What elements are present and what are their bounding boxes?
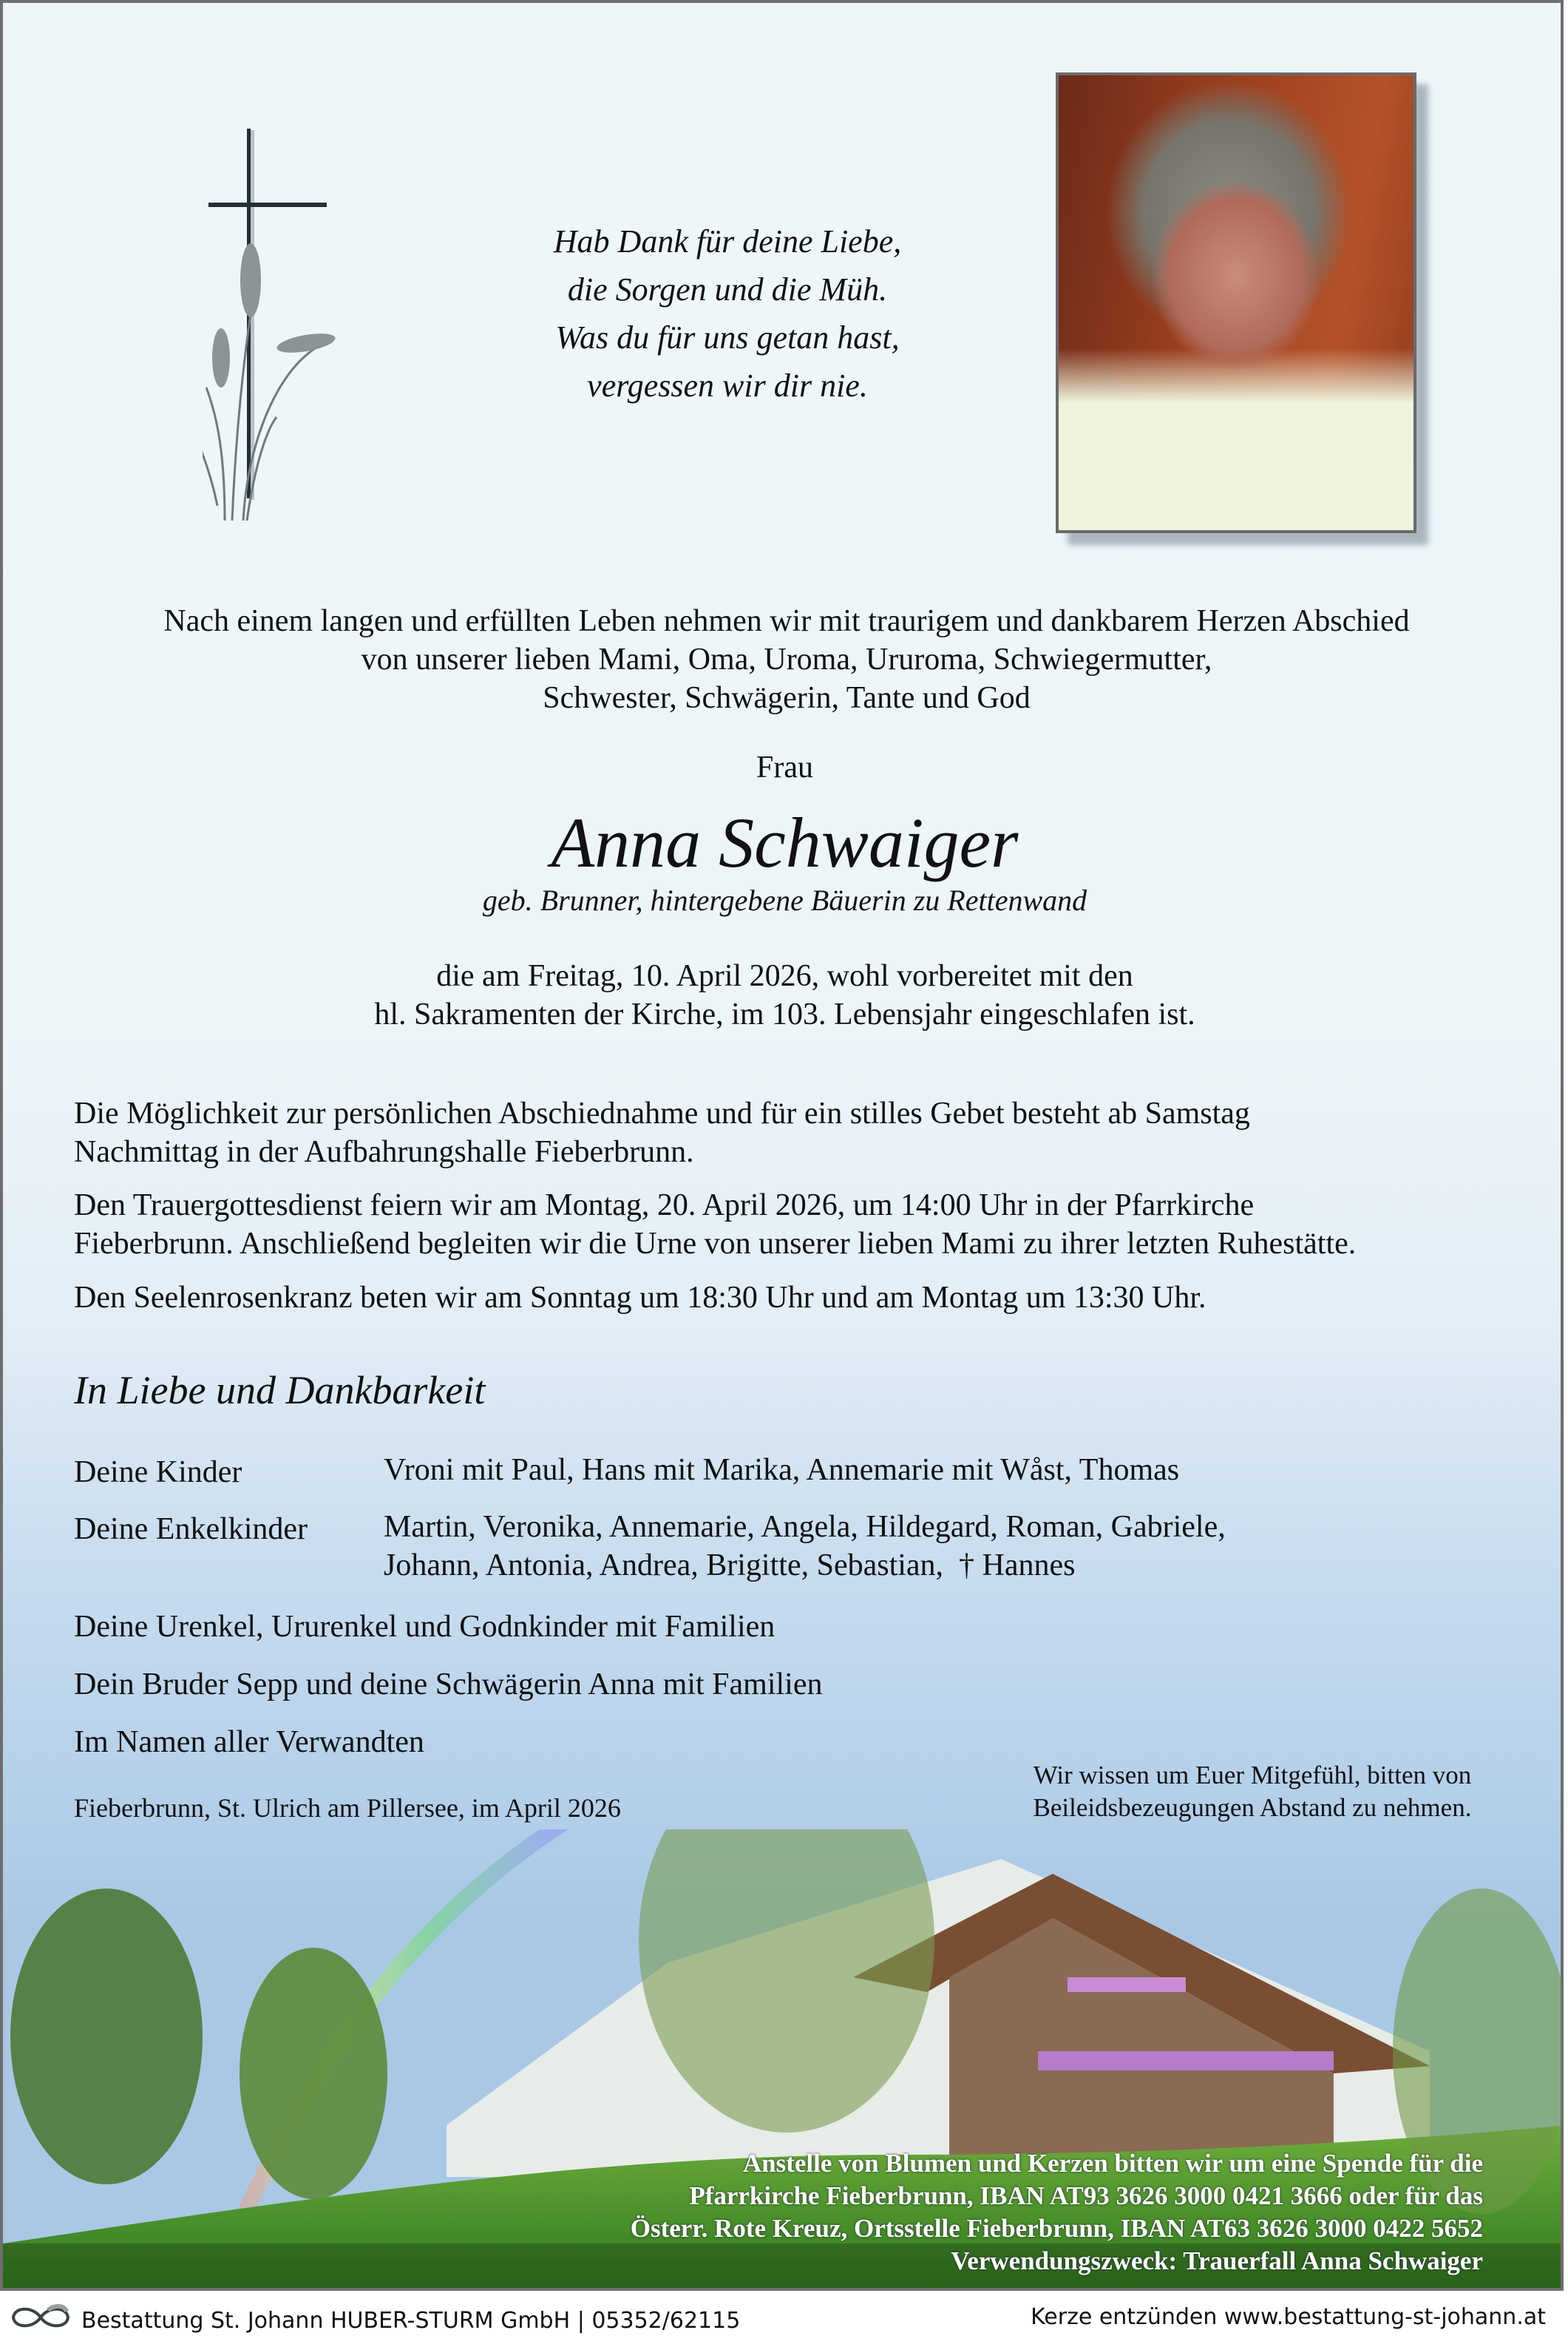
grandchildren-text: Johann, Antonia, Andrea, Brigitte, Sebastian, [384, 1548, 944, 1582]
intro-line: von unserer lieben Mami, Oma, Uroma, Ururoma, Schwiegermutter, [361, 643, 1212, 677]
note-line: Wir wissen um Euer Mitgefühl, bitten von [1033, 1761, 1472, 1789]
candle-link[interactable]: Kerze entzünden www.bestattung-st-johann.at [1031, 2304, 1546, 2330]
farewell-info [74, 1094, 1523, 1171]
intro-text [62, 602, 1511, 717]
intro-line: Nach einem langen und erfüllten Leben nehmen wir mit traurigem und dankbarem Herzen Abschied [163, 604, 1410, 638]
info-line: Die Möglichkeit zur persönlichen Abschiednahme und für ein stilles Gebet besteht ab Samstag [74, 1097, 1250, 1131]
verse-line: die Sorgen und die Müh. [567, 271, 888, 308]
portrait-photo [1056, 72, 1416, 533]
grandchildren-label: Deine Enkelkinder [74, 1512, 308, 1546]
info-line: Den Trauergottesdienst feiern wir am Montag, 20. April 2026, um 14:00 Uhr in der Pfarrkirche [74, 1188, 1255, 1222]
funeral-home-info [7, 2303, 740, 2338]
memorial-verse [476, 217, 979, 410]
no-condolences-note [986, 1759, 1518, 1824]
grandchildren-line [384, 1546, 1226, 1585]
verse-line: Was du für uns getan hast, [555, 319, 900, 356]
place-and-date: Fieberbrunn, St. Ulrich am Pillersee, im April 2026 [74, 1793, 621, 1823]
company-name-phone: Bestattung St. Johann HUBER-STURM GmbH | 05352/62115 [81, 2307, 741, 2334]
donation-line: Anstelle von Blumen und Kerzen bitten wir um eine Spende für die [742, 2149, 1483, 2178]
rosary-info: Den Seelenrosenkranz beten wir am Sonntag um 18:30 Uhr und am Montag um 13:30 Uhr. [74, 1281, 1206, 1315]
service-info [74, 1186, 1523, 1263]
intro-line: Schwester, Schwägerin, Tante und God [543, 681, 1031, 715]
sibling-line: Dein Bruder Sepp und deine Schwägerin Anna mit Familien [74, 1667, 823, 1701]
donation-request [522, 2147, 1483, 2277]
verse-line: Hab Dank für deine Liebe, [553, 223, 902, 260]
cross-with-wheat-icon [203, 121, 380, 535]
info-line: Nachmittag in der Aufbahrungshalle Fieberbrunn. [74, 1135, 694, 1169]
children-names: Vroni mit Paul, Hans mit Marika, Annemarie mit Wåst, Thomas [384, 1453, 1180, 1487]
death-notice [3, 957, 1564, 1034]
footer [0, 2291, 1568, 2347]
donation-line: Verwendungszweck: Trauerfall Anna Schwaiger [951, 2246, 1483, 2275]
dagger-icon: † [959, 1548, 975, 1582]
donation-line: Österr. Rote Kreuz, Ortsstelle Fieberbrunn, IBAN AT63 3626 3000 0422 5652 [630, 2214, 1483, 2243]
great-grandchildren: Deine Urenkel, Ururenkel und Godnkinder mit Familien [74, 1610, 775, 1644]
death-line: die am Freitag, 10. April 2026, wohl vorbereitet mit den [436, 959, 1133, 993]
info-line: Fieberbrunn. Anschließend begleiten wir die Urne von unserer lieben Mami zu ihrer letzten Ruhestätte. [74, 1227, 1357, 1261]
relatives-line: Im Namen aller Verwandten [74, 1725, 424, 1759]
donation-line: Pfarrkirche Fieberbrunn, IBAN AT93 3626 3000 0421 3666 oder für das [689, 2181, 1483, 2210]
deceased-grandchild: Hannes [982, 1548, 1076, 1582]
deceased-name: Anna Schwaiger [551, 803, 1019, 882]
grandchildren-names [384, 1508, 1226, 1585]
note-line: Beileidsbezeugungen Abstand zu nehmen. [1033, 1793, 1472, 1822]
children-label: Deine Kinder [74, 1455, 242, 1489]
death-line: hl. Sakramenten der Kirche, im 103. Lebensjahr eingeschlafen ist. [374, 998, 1195, 1032]
infinity-hand-logo-icon [7, 2303, 74, 2338]
grandchildren-line: Martin, Veronika, Annemarie, Angela, Hildegard, Roman, Gabriele, [384, 1510, 1226, 1544]
mourners-heading: In Liebe und Dankbarkeit [74, 1368, 486, 1412]
deceased-title: Frau [756, 751, 813, 785]
deceased-maiden-name: geb. Brunner, hintergebene Bäuerin zu Rettenwand [482, 884, 1087, 917]
verse-line: vergessen wir dir nie. [587, 368, 868, 404]
